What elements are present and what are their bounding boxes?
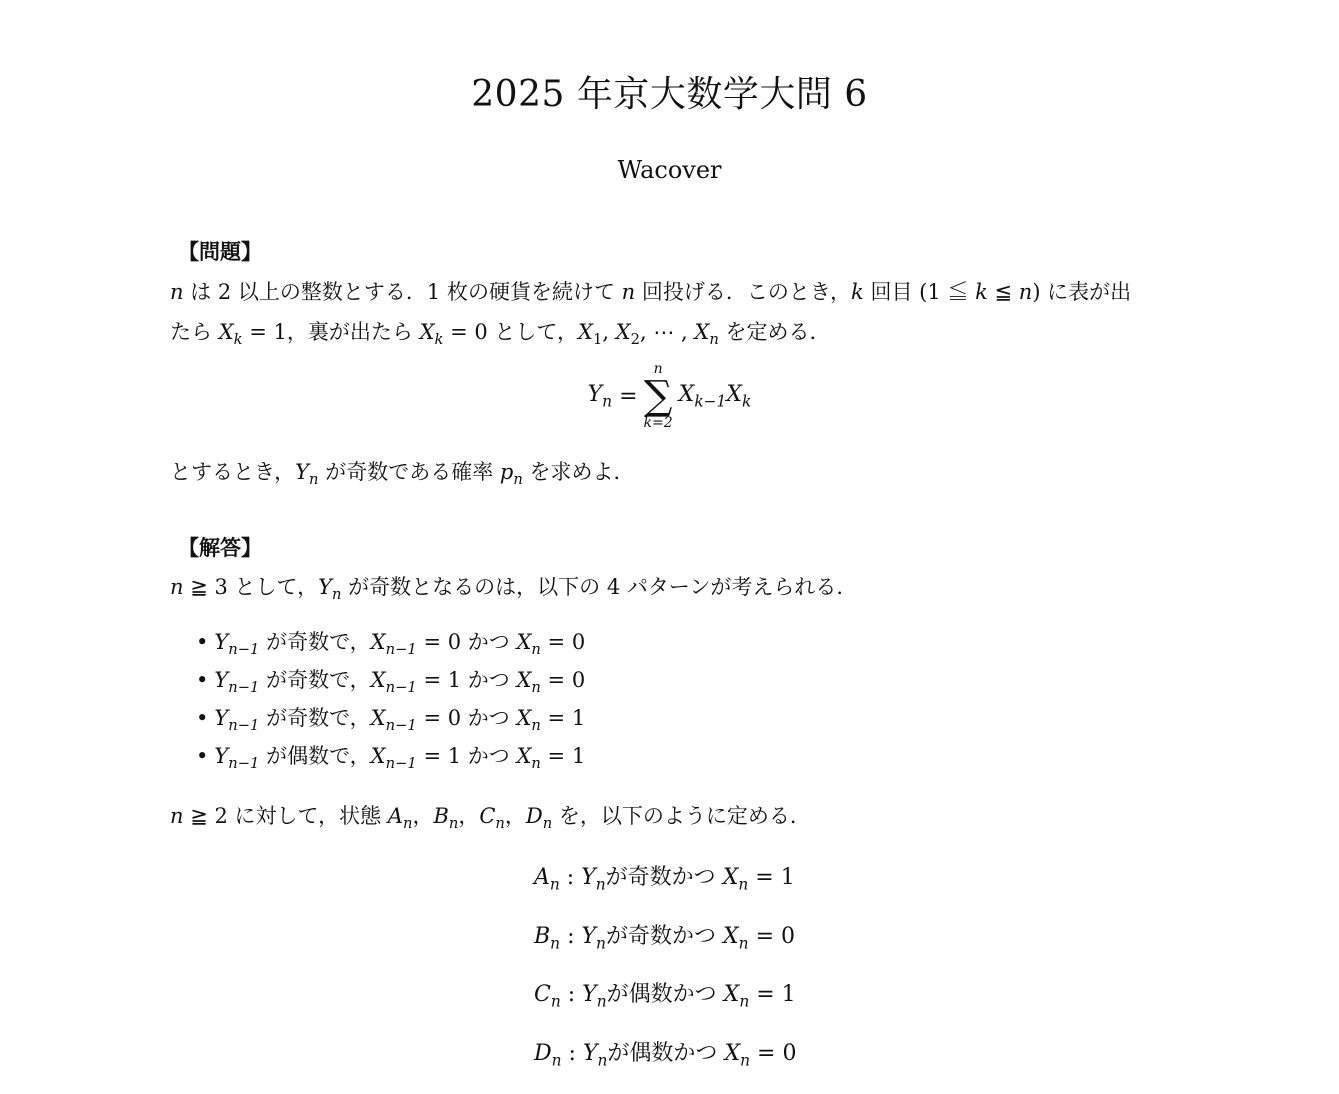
problem-line-1: n は 2 以上の整数とする．1 枚の硬貨を続けて n 回投げる．このとき，k 回目 (1 ≦ k ≦ n) に表が出 <box>170 276 1131 306</box>
problem-line-3: とするとき，$Y_n$ が奇数である確率 $p_n$ を求めよ． <box>170 456 635 488</box>
list-item: • $Y_{n-1}$ が奇数で，$X_{n-1} = 0$ かつ $X_n = 0$ <box>196 624 585 662</box>
answer-line-2: n ≧ 2 に対して，状態 $A_n$，$B_n$，$C_n$，$D_n$ を，以下のように定める． <box>170 800 811 832</box>
state-c: $C_n$ : $Y_n$が偶数かつ $X_n = 1$ <box>534 977 796 1036</box>
document-title: 2025 年京大数学大問 6 <box>0 66 1339 117</box>
problem-heading: 【問題】 <box>178 236 262 266</box>
list-item: • $Y_{n-1}$ が偶数で，$X_{n-1} = 1$ かつ $X_n = 1$ <box>196 738 585 776</box>
sum-formula: $Y_n$ = n ∑ k=2 $X_{k-1}X_k$ <box>0 362 1339 430</box>
list-item: • $Y_{n-1}$ が奇数で，$X_{n-1} = 1$ かつ $X_n = 0$ <box>196 662 585 700</box>
state-d: $D_n$ : $Y_n$が偶数かつ $X_n = 0$ <box>534 1036 796 1094</box>
author-name: Wacover <box>0 156 1339 184</box>
answer-heading: 【解答】 <box>178 532 262 562</box>
state-b: $B_n$ : $Y_n$が奇数かつ $X_n = 0$ <box>534 919 796 978</box>
state-definitions <box>534 860 796 1094</box>
state-a: $A_n$ : $Y_n$が奇数かつ $X_n = 1$ <box>534 860 796 919</box>
problem-line-2: たら $X_k = 1$，裏が出たら $X_k = 0$ として，$X_1$, $X_2$, ⋯ , $X_n$ を定める． <box>170 316 830 348</box>
answer-line-1: n ≧ 3 として，$Y_n$ が奇数となるのは，以下の 4 パターンが考えられる． <box>170 571 857 603</box>
list-item: • $Y_{n-1}$ が奇数で，$X_{n-1} = 0$ かつ $X_n = 1$ <box>196 700 585 738</box>
pattern-list <box>196 624 585 776</box>
